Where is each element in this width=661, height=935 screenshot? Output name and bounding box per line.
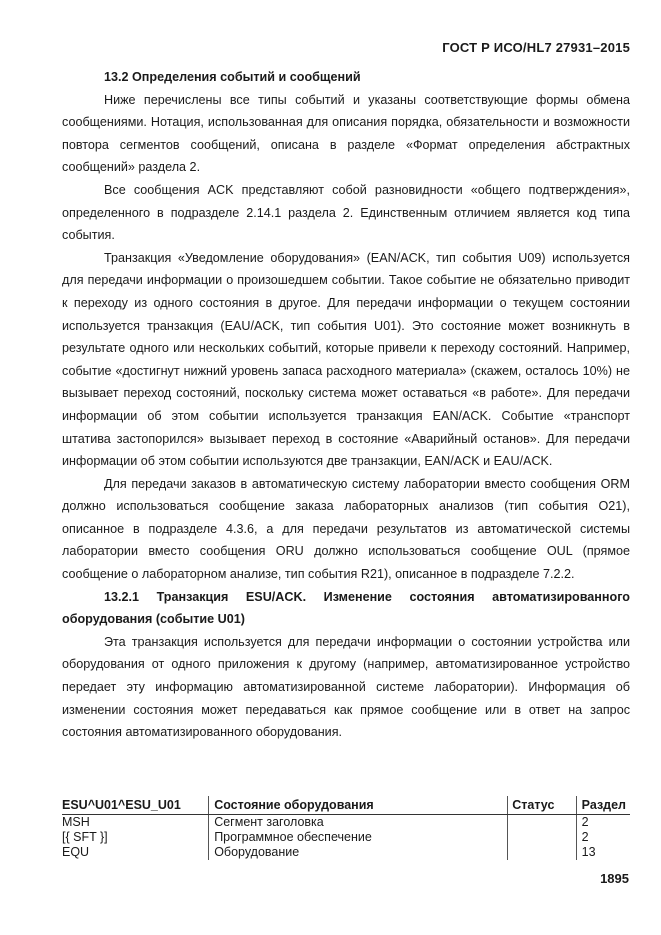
description-cell: Сегмент заголовка bbox=[209, 815, 508, 831]
status-cell bbox=[508, 815, 576, 831]
segment-cell: MSH bbox=[62, 815, 90, 829]
description-cell: Оборудование bbox=[209, 845, 508, 860]
section-title: 13.2 Определения событий и сообщений bbox=[104, 70, 361, 84]
status-cell bbox=[508, 845, 576, 860]
status-cell bbox=[508, 830, 576, 845]
column-header-section: Раздел bbox=[576, 796, 630, 815]
column-header-status: Статус bbox=[508, 796, 576, 815]
section-cell: 2 bbox=[576, 815, 630, 831]
column-header-description: Состояние оборудования bbox=[209, 796, 508, 815]
table-row bbox=[62, 815, 630, 831]
section-cell: 2 bbox=[576, 830, 630, 845]
paragraph: Все сообщения ACK представляют собой разновидности «общего подтверждения», определенного в подразделе 2.14.1 раздела 2. Единственным отличием является код типа события. bbox=[62, 182, 630, 243]
segment-cell: [{ SFT }] bbox=[62, 830, 108, 844]
segment-cell: EQU bbox=[62, 845, 90, 859]
table-row bbox=[62, 845, 630, 860]
page-number: 1895 bbox=[600, 871, 629, 886]
column-header-message: ESU^U01^ESU_U01 bbox=[62, 796, 209, 815]
segment-table bbox=[62, 796, 630, 860]
subsection-title: 13.2.1 Транзакция ESU/ACK. Изменение состояния автоматизированного оборудования (событие U01) bbox=[62, 589, 630, 627]
table-header-row bbox=[62, 796, 630, 815]
standard-code-header: ГОСТ Р ИСО/HL7 27931–2015 bbox=[442, 40, 630, 55]
section-cell: 13 bbox=[576, 845, 630, 860]
table-row bbox=[62, 830, 630, 845]
paragraph: Ниже перечислены все типы событий и указаны соответствующие формы обмена сообщениями. Нотация, использованная для описания порядка, обязательности и возможности повтора сегментов сообщений, описана в разделе «Формат определения абстрактных сообщений» раздела 2. bbox=[62, 92, 630, 175]
paragraph: Эта транзакция используется для передачи информации о состоянии устройства или оборудования от одного приложения к другому (например, автоматизированное устройство передает эту информацию автоматизированной системе лаборатории). Информация об изменении состояния может передаваться как прямое сообщение или в ответ на запрос состояния автоматизированного оборудования. bbox=[62, 634, 630, 740]
description-cell: Программное обеспечение bbox=[209, 830, 508, 845]
document-body bbox=[62, 66, 630, 744]
paragraph: Для передачи заказов в автоматическую систему лаборатории вместо сообщения ORM должно использоваться сообщение заказа лабораторных анализов (тип события O21), описанное в подразделе 4.3.6, а для передачи результатов из автоматической системы лаборатории вместо сообщения ORU должно использоваться сообщение OUL (прямое сообщение о лабораторном анализе, тип события R21), описанное в подразделе 7.2.2. bbox=[62, 476, 630, 582]
paragraph: Транзакция «Уведомление оборудования» (EAN/ACK, тип события U09) используется для передачи информации о произошедшем событии. Такое событие не обязательно приводит к переходу из одного состояния в другое. Для передачи информации о текущем состоянии используется транзакция (EAU/ACK, тип события U01). Это состояние может возникнуть в результате одного или нескольких событий, которые привели к переходу состояний. Например, событие «достигнут нижний уровень запаса расходного материала» (скажем, осталось 10%) не вызывает переход состояний, поскольку система может оставаться «в работе». Для передачи информации об этом событии используется транзакция EAN/ACK. Событие «транспорт штатива застопорился» вызывает переход в состояние «Аварийный останов». Для передачи информации об этом событии используются две транзакции, EAN/ACK и EAU/ACK. bbox=[62, 250, 630, 469]
